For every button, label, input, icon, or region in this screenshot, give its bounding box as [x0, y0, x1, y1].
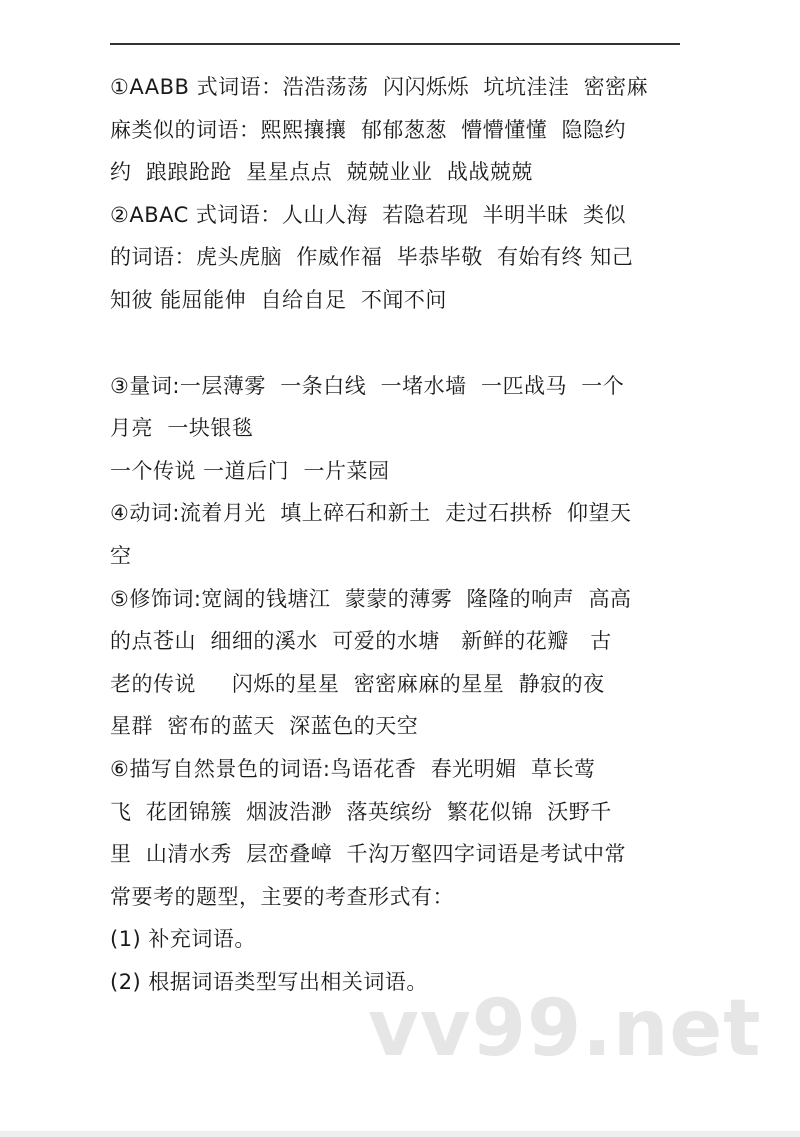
text-line: 一个传说 一道后门 一片菜园	[110, 458, 390, 483]
page-bottom-edge	[0, 1131, 800, 1137]
text-line: ⑤修饰词:宽阔的钱塘江 蒙蒙的薄雾 隆隆的响声 高高	[110, 586, 632, 611]
paragraph-gap	[110, 322, 690, 365]
text-line: ③量词:一层薄雾 一条白线 一堵水墙 一匹战马 一个	[110, 373, 625, 398]
text-line: ①AABB 式词语：浩浩荡荡 闪闪烁烁 坑坑洼洼 密密麻	[110, 75, 649, 99]
text-line: 的点苍山 细细的溪水 可爱的水塘 新鲜的花瓣 古	[110, 629, 612, 654]
text-line: (2) 根据词语类型写出相关词语。	[110, 969, 428, 994]
watermark: vv99.net	[368, 984, 762, 1074]
text-line: 月亮 一块银毯	[110, 416, 254, 441]
text-line: 的词语：虎头虎脑 作威作福 毕恭毕敬 有始有终 知己	[110, 245, 634, 270]
text-line: ②ABAC 式词语：人山人海 若隐若现 半明半昧 类似	[110, 202, 626, 227]
text-line: 老的传说 闪烁的星星 密密麻麻的星星 静寂的夜	[110, 671, 605, 696]
text-line: ⑥描写自然景色的词语:鸟语花香 春光明媚 草长莺	[110, 756, 596, 781]
text-line: 常要考的题型，主要的考查形式有：	[110, 884, 454, 909]
document-body	[110, 66, 690, 1003]
text-line: (1) 补充词语。	[110, 927, 256, 952]
text-line: 麻类似的词语：熙熙攘攘 郁郁葱葱 懵懵懂懂 隐隐约	[110, 117, 627, 142]
text-line: 空	[110, 543, 132, 568]
text-line: 星群 密布的蓝天 深蓝色的天空	[110, 714, 419, 739]
text-line: ④动词:流着月光 填上碎石和新土 走过石拱桥 仰望天	[110, 501, 632, 526]
text-line: 里 山清水秀 层峦叠嶂 千沟万壑四字词语是考试中常	[110, 842, 627, 867]
text-line: 飞 花团锦簇 烟波浩渺 落英缤纷 繁花似锦 沃野千	[110, 799, 612, 824]
text-line: 约 踉踉跄跄 星星点点 兢兢业业 战战兢兢	[110, 160, 533, 185]
text-line: 知彼 能屈能伸 自给自足 不闻不问	[110, 287, 447, 312]
header-rule	[110, 43, 680, 45]
